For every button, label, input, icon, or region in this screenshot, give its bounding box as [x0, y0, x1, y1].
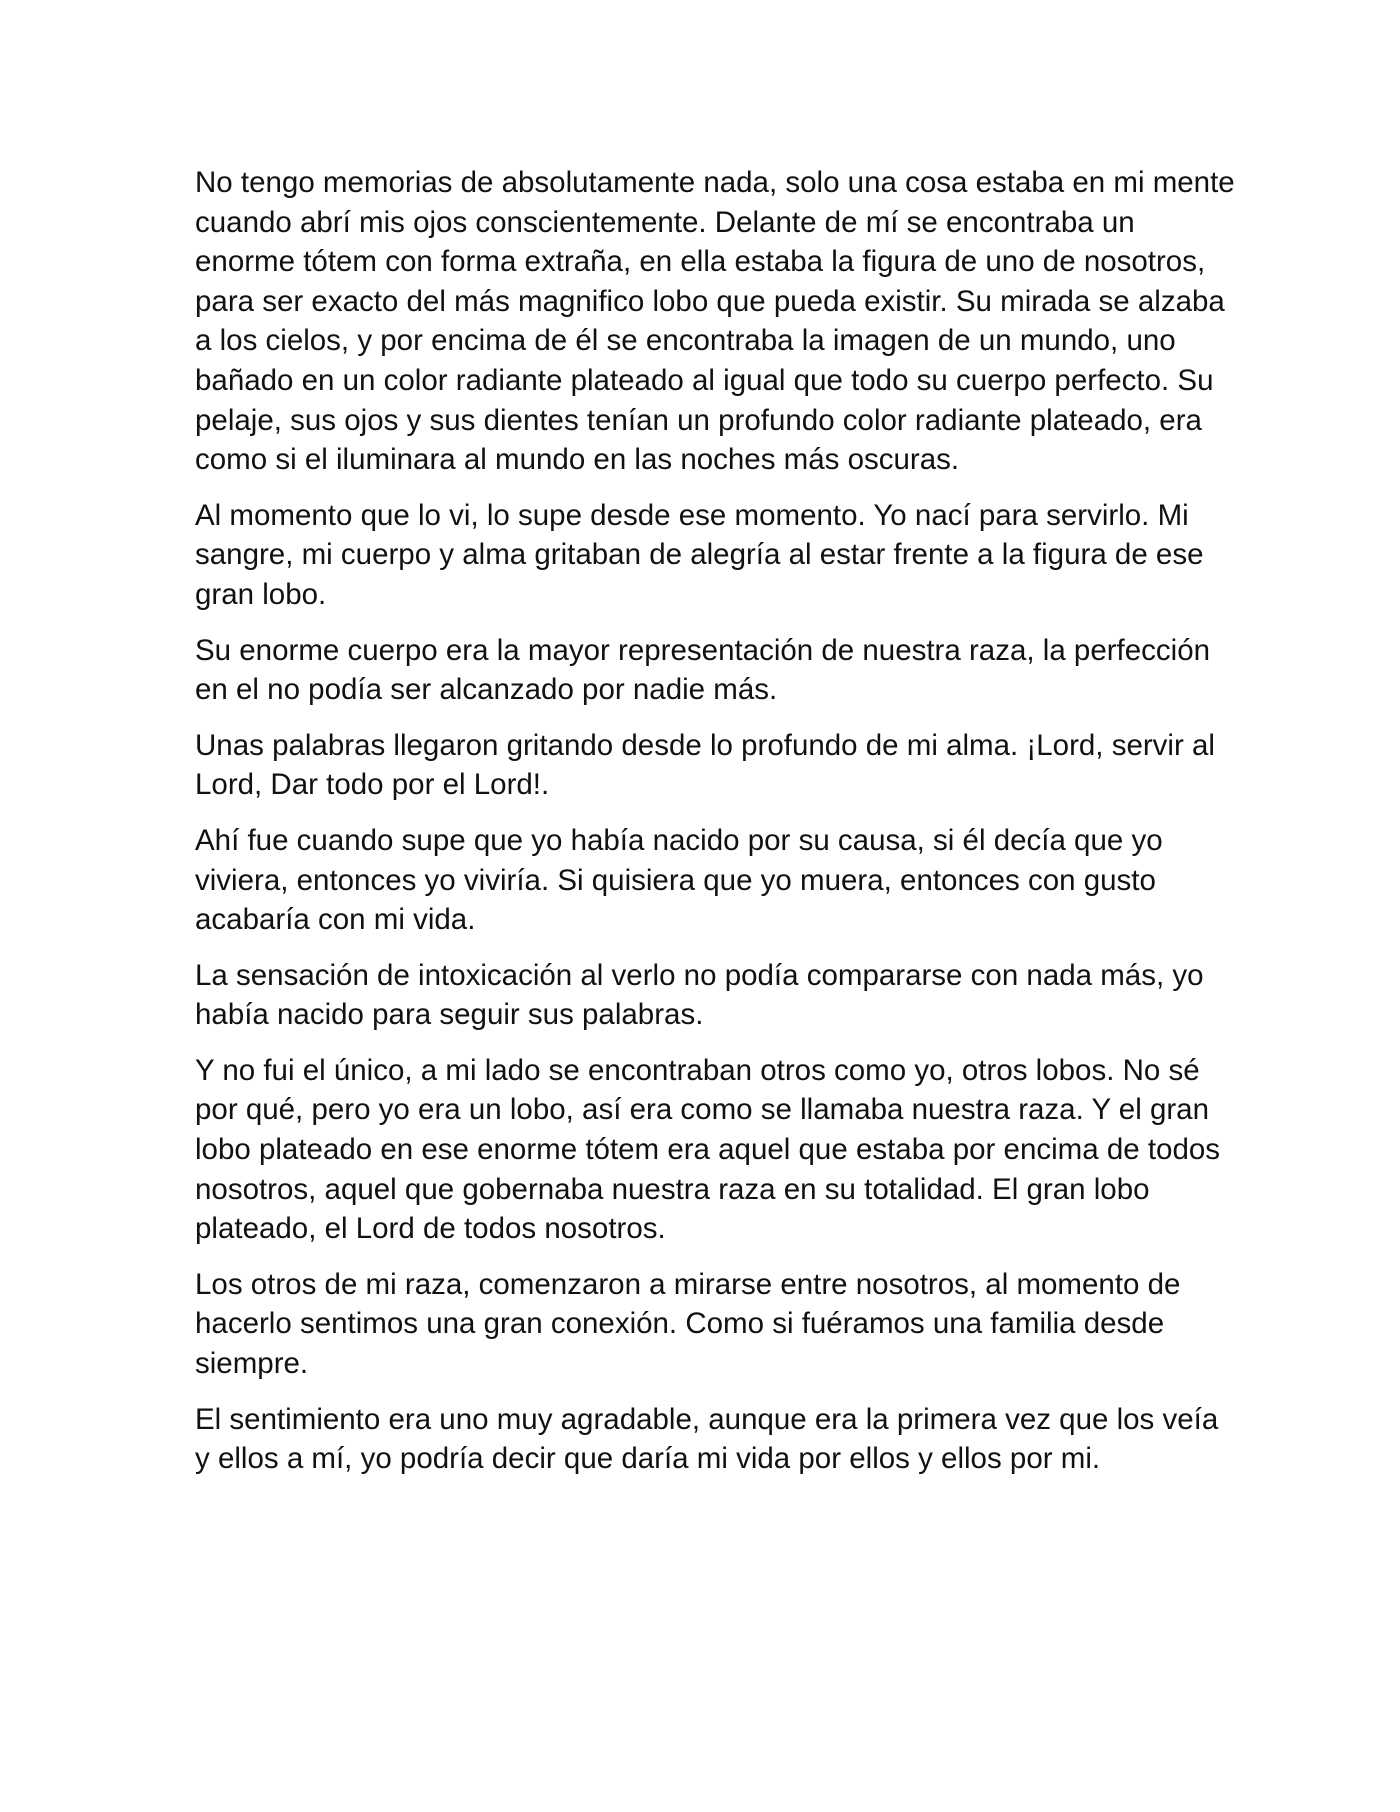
paragraph: El sentimiento era uno muy agradable, aunque era la primera vez que los veía y ellos a mí, yo podría decir que daría mi vida por ellos y ellos por mi.	[195, 1402, 1219, 1476]
paragraph: No tengo memorias de absolutamente nada, solo una cosa estaba en mi mente cuando abrí mis ojos conscientemente. Delante de mí se encontraba un enorme tótem con forma extraña, en ella estaba la figura de uno de nosotros, para ser exacto del más magnifico lobo que pueda existir. Su mirada se alzaba a los cielos, y por encima de él se encontraba la imagen de un mundo, uno bañado en un color radiante plateado al igual que todo su cuerpo perfecto. Su pelaje, sus ojos y sus dientes tenían un profundo color radiante plateado, era como si el iluminara al mundo en las noches más oscuras.	[195, 166, 1235, 477]
paragraph: Su enorme cuerpo era la mayor representación de nuestra raza, la perfección en el no podía ser alcanzado por nadie más.	[195, 633, 1211, 707]
body-text	[195, 163, 1235, 1495]
paragraph: Unas palabras llegaron gritando desde lo profundo de mi alma. ¡Lord, servir al Lord, Dar todo por el Lord!.	[195, 728, 1215, 802]
paragraph: Los otros de mi raza, comenzaron a mirarse entre nosotros, al momento de hacerlo sentimos una gran conexión. Como si fuéramos una familia desde siempre.	[195, 1267, 1181, 1381]
paragraph: Al momento que lo vi, lo supe desde ese momento. Yo nací para servirlo. Mi sangre, mi cuerpo y alma gritaban de alegría al estar frente a la figura de ese gran lobo.	[195, 498, 1204, 611]
paragraph: La sensación de intoxicación al verlo no podía compararse con nada más, yo había nacido para seguir sus palabras.	[195, 958, 1204, 1032]
paragraph: Y no fui el único, a mi lado se encontraban otros como yo, otros lobos. No sé por qué, pero yo era un lobo, así era como se llamaba nuestra raza. Y el gran lobo plateado en ese enorme tótem era aquel que estaba por encima de todos nosotros, aquel que gobernaba nuestra raza en su totalidad. El gran lobo plateado, el Lord de todos nosotros.	[195, 1053, 1221, 1246]
paragraph: Ahí fue cuando supe que yo había nacido por su causa, si él decía que yo viviera, entonces yo viviría. Si quisiera que yo muera, entonces con gusto acabaría con mi vida.	[195, 823, 1163, 937]
